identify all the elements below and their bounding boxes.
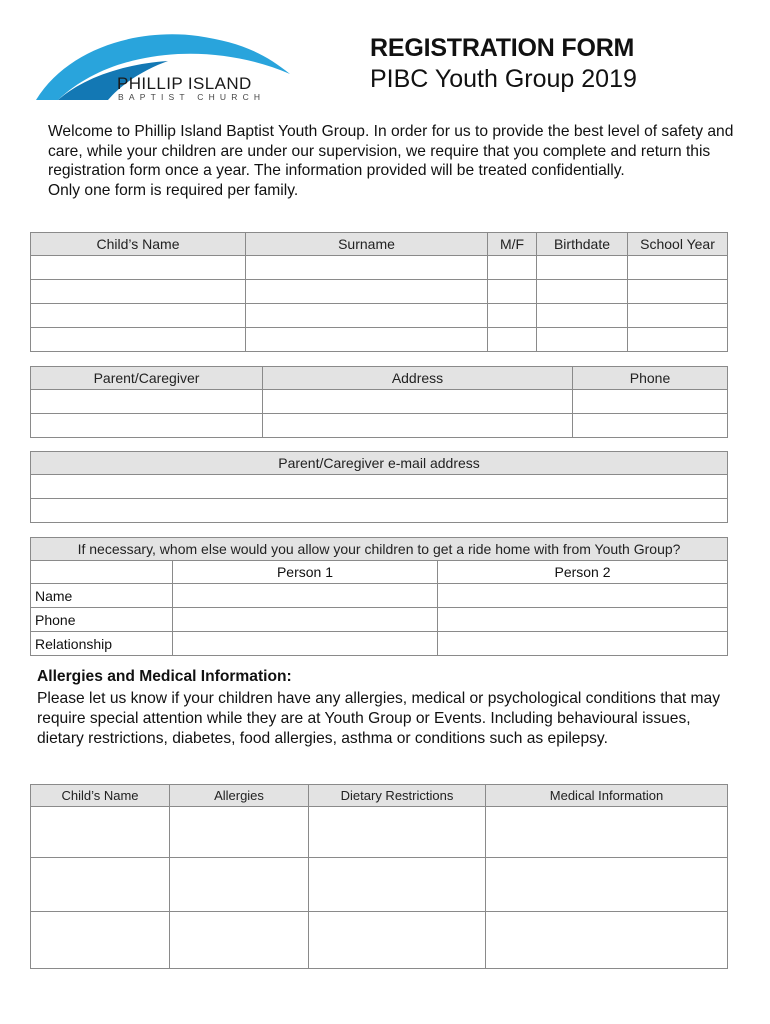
col-address: Address bbox=[263, 367, 573, 390]
allergies-text: Please let us know if your children have any allergies, medical or psychological conditions that may require special attention while they are at Youth Group or Events. Including behavioural issues, dietary restrictions, diabetes, food allergies, asthma or conditions such as epilepsy. bbox=[37, 690, 721, 747]
row-label-relationship: Relationship bbox=[31, 632, 173, 656]
row-label-phone: Phone bbox=[31, 608, 173, 632]
col-parent: Parent/Caregiver bbox=[31, 367, 263, 390]
logo-subtitle: BAPTIST CHURCH bbox=[118, 92, 266, 102]
medical-info-field[interactable] bbox=[486, 912, 728, 969]
school-year-field[interactable] bbox=[628, 304, 728, 328]
table-row bbox=[31, 807, 728, 858]
col-phone: Phone bbox=[573, 367, 728, 390]
child-name-field[interactable] bbox=[31, 328, 246, 352]
medical-info-field[interactable] bbox=[486, 858, 728, 912]
col-medical-info: Medical Information bbox=[486, 785, 728, 807]
email-field[interactable] bbox=[31, 475, 728, 499]
birthdate-field[interactable] bbox=[537, 256, 628, 280]
email-table bbox=[30, 451, 728, 523]
intro-text bbox=[48, 122, 738, 200]
col-gender: M/F bbox=[488, 233, 537, 256]
table-row bbox=[31, 912, 728, 969]
table-row bbox=[31, 858, 728, 912]
person1-phone-field[interactable] bbox=[173, 608, 438, 632]
allergies-field[interactable] bbox=[170, 858, 309, 912]
school-year-field[interactable] bbox=[628, 256, 728, 280]
church-logo bbox=[28, 30, 308, 110]
allergies-field[interactable] bbox=[170, 807, 309, 858]
form-subtitle: PIBC Youth Group 2019 bbox=[370, 65, 637, 93]
school-year-field[interactable] bbox=[628, 280, 728, 304]
table-row bbox=[31, 390, 728, 414]
parent-table bbox=[30, 366, 728, 438]
table-row bbox=[31, 584, 728, 608]
person2-phone-field[interactable] bbox=[438, 608, 728, 632]
col-person-2: Person 2 bbox=[438, 561, 728, 584]
table-row bbox=[31, 499, 728, 523]
address-field[interactable] bbox=[263, 390, 573, 414]
gender-field[interactable] bbox=[488, 256, 537, 280]
col-email: Parent/Caregiver e-mail address bbox=[31, 452, 728, 475]
email-field[interactable] bbox=[31, 499, 728, 523]
col-dietary: Dietary Restrictions bbox=[309, 785, 486, 807]
dietary-field[interactable] bbox=[309, 858, 486, 912]
table-row bbox=[31, 632, 728, 656]
surname-field[interactable] bbox=[246, 256, 488, 280]
ride-table bbox=[30, 537, 728, 656]
parent-field[interactable] bbox=[31, 414, 263, 438]
table-row bbox=[31, 280, 728, 304]
medical-child-field[interactable] bbox=[31, 807, 170, 858]
birthdate-field[interactable] bbox=[537, 328, 628, 352]
school-year-field[interactable] bbox=[628, 328, 728, 352]
child-name-field[interactable] bbox=[31, 280, 246, 304]
table-row bbox=[31, 328, 728, 352]
surname-field[interactable] bbox=[246, 328, 488, 352]
intro-note: Only one form is required per family. bbox=[48, 181, 299, 199]
col-allergies: Allergies bbox=[170, 785, 309, 807]
table-row bbox=[31, 414, 728, 438]
surname-field[interactable] bbox=[246, 304, 488, 328]
allergies-field[interactable] bbox=[170, 912, 309, 969]
surname-field[interactable] bbox=[246, 280, 488, 304]
medical-child-field[interactable] bbox=[31, 912, 170, 969]
person2-name-field[interactable] bbox=[438, 584, 728, 608]
person2-relationship-field[interactable] bbox=[438, 632, 728, 656]
col-school-year: School Year bbox=[628, 233, 728, 256]
dietary-field[interactable] bbox=[309, 912, 486, 969]
table-row bbox=[31, 256, 728, 280]
parent-field[interactable] bbox=[31, 390, 263, 414]
logo-name: PHILLIP ISLAND bbox=[117, 74, 252, 93]
address-field[interactable] bbox=[263, 414, 573, 438]
gender-field[interactable] bbox=[488, 304, 537, 328]
medical-table bbox=[30, 784, 728, 969]
phone-field[interactable] bbox=[573, 414, 728, 438]
phone-field[interactable] bbox=[573, 390, 728, 414]
dietary-field[interactable] bbox=[309, 807, 486, 858]
gender-field[interactable] bbox=[488, 328, 537, 352]
gender-field[interactable] bbox=[488, 280, 537, 304]
table-row bbox=[31, 608, 728, 632]
col-person-1: Person 1 bbox=[173, 561, 438, 584]
children-table bbox=[30, 232, 728, 352]
person1-name-field[interactable] bbox=[173, 584, 438, 608]
col-child-name: Child’s Name bbox=[31, 233, 246, 256]
col-medical-child-name: Child’s Name bbox=[31, 785, 170, 807]
allergies-heading: Allergies and Medical Information: bbox=[37, 668, 292, 685]
table-row bbox=[31, 304, 728, 328]
form-title: REGISTRATION FORM bbox=[370, 34, 635, 62]
intro-paragraph: Welcome to Phillip Island Baptist Youth Group. In order for us to provide the best level of safety and care, while your children are under our supervision, we require that you complete and return this registration form once a year. The information provided will be treated confidentially. bbox=[48, 123, 734, 179]
col-birthdate: Birthdate bbox=[537, 233, 628, 256]
child-name-field[interactable] bbox=[31, 304, 246, 328]
person1-relationship-field[interactable] bbox=[173, 632, 438, 656]
row-label-name: Name bbox=[31, 584, 173, 608]
birthdate-field[interactable] bbox=[537, 304, 628, 328]
table-row bbox=[31, 475, 728, 499]
ride-question: If necessary, whom else would you allow your children to get a ride home with from Youth Group? bbox=[31, 538, 728, 561]
child-name-field[interactable] bbox=[31, 256, 246, 280]
col-surname: Surname bbox=[246, 233, 488, 256]
medical-info-field[interactable] bbox=[486, 807, 728, 858]
birthdate-field[interactable] bbox=[537, 280, 628, 304]
medical-child-field[interactable] bbox=[31, 858, 170, 912]
